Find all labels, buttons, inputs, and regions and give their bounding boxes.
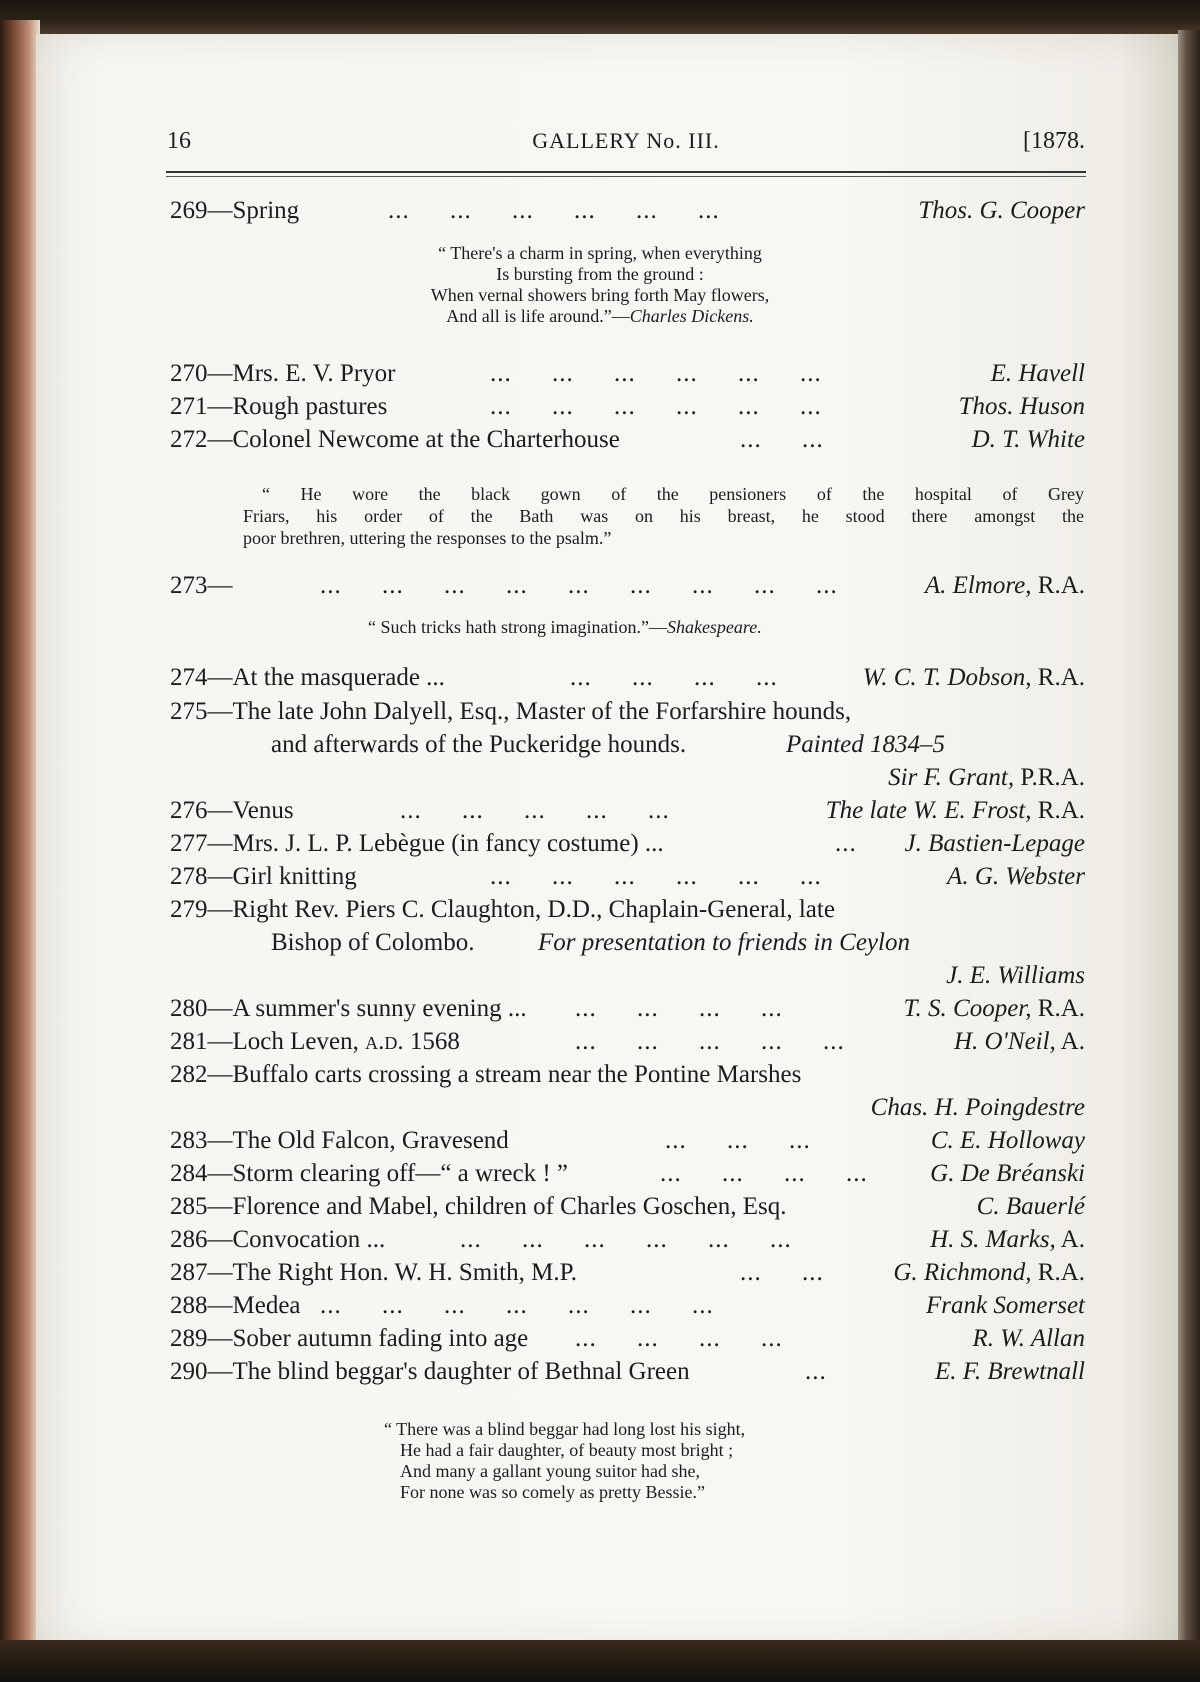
entry-artist-line bbox=[170, 962, 1085, 996]
quote-line: poor brethren, uttering the responses to the psalm.” bbox=[243, 528, 612, 548]
leader-dots: ... ... ... ... ... ... bbox=[490, 360, 822, 387]
catalogue-entry bbox=[170, 1061, 1085, 1095]
gallery-title: GALLERY No. III. bbox=[532, 128, 720, 153]
quote-line: “ Such tricks hath strong imagination.”— bbox=[368, 617, 667, 637]
quote-author: Charles Dickens. bbox=[629, 306, 754, 326]
catalogue-entry bbox=[170, 1028, 1085, 1062]
book-bottom-edge bbox=[0, 1640, 1200, 1682]
page-number: 16 bbox=[167, 128, 191, 154]
entry-title: 270—Mrs. E. V. Pryor bbox=[170, 360, 396, 387]
entry-artist bbox=[893, 1259, 1085, 1287]
entry-title: 272—Colonel Newcome at the Charterhouse bbox=[170, 426, 620, 453]
entry-artist bbox=[972, 1325, 1085, 1353]
catalogue-entry bbox=[170, 830, 1085, 864]
entry-artist-line bbox=[170, 764, 1085, 798]
artist-name: G. De Bréanski bbox=[930, 1160, 1085, 1187]
catalogue-entry bbox=[170, 360, 1085, 394]
entry-title: 274—At the masquerade ... bbox=[170, 664, 445, 691]
catalogue-entry bbox=[170, 426, 1085, 460]
entry-title: 277—Mrs. J. L. P. Lebègue (in fancy costume) ... bbox=[170, 830, 664, 857]
book-top-edge bbox=[0, 0, 1200, 34]
verse-line: “ There's a charm in spring, when everything bbox=[438, 243, 762, 263]
artist-suffix: R.A. bbox=[1031, 664, 1085, 691]
artist-name: C. E. Holloway bbox=[930, 1127, 1085, 1154]
verse-line bbox=[300, 306, 900, 327]
leader-dots: ... bbox=[835, 830, 857, 857]
artist-name: H. O'Neil, bbox=[953, 1028, 1056, 1055]
header-rule-thin bbox=[166, 176, 1086, 177]
presentation-note: For presentation to friends in Ceylon bbox=[538, 929, 910, 956]
book-spine-edge bbox=[0, 20, 40, 1650]
artist-name: J. Bastien-Lepage bbox=[904, 830, 1085, 857]
leader-dots: ... ... bbox=[740, 1259, 824, 1286]
quote-line: “ He wore the black gown of the pensioners of the hospital of Grey bbox=[262, 484, 1084, 504]
catalogue-entry bbox=[170, 197, 1085, 231]
entry-title: 285—Florence and Mabel, children of Charles Goschen, Esq. bbox=[170, 1193, 787, 1220]
entry-title: 275—The late John Dalyell, Esq., Master of the Forfarshire hounds, bbox=[170, 698, 852, 725]
artist-name: C. Bauerlé bbox=[976, 1193, 1085, 1220]
artist-name: Thos. Huson bbox=[958, 393, 1085, 420]
entry-title: 288—Medea bbox=[170, 1292, 301, 1319]
verse-line: When vernal showers bring forth May flowers, bbox=[430, 285, 770, 305]
leader-dots: ... ... ... ... ... ... ... ... ... bbox=[320, 572, 838, 599]
verse-quote bbox=[300, 243, 900, 327]
entry-artist bbox=[954, 1028, 1085, 1056]
entry-title: 273— bbox=[170, 572, 233, 599]
artist-name: Thos. G. Cooper bbox=[918, 197, 1085, 224]
artist-name: E. F. Brewtnall bbox=[935, 1358, 1085, 1385]
entry-title-line2: and afterwards of the Puckeridge hounds. bbox=[271, 731, 687, 758]
entry-artist bbox=[977, 1193, 1085, 1221]
leader-dots: ... ... ... ... bbox=[660, 1160, 868, 1187]
artist-name: D. T. White bbox=[971, 426, 1085, 453]
catalogue-entry bbox=[170, 664, 1085, 698]
catalogue-entry bbox=[170, 1259, 1085, 1293]
entry-title: 278—Girl knitting bbox=[170, 863, 357, 890]
running-header bbox=[167, 128, 1085, 164]
leader-dots: ... ... ... ... ... bbox=[400, 797, 670, 824]
leader-dots: ... ... ... ... ... ... bbox=[490, 863, 822, 890]
leader-dots: ... bbox=[805, 1358, 827, 1385]
entry-artist bbox=[930, 1226, 1085, 1254]
catalogue-entry bbox=[170, 797, 1085, 831]
verse-text: And all is life around.”— bbox=[446, 306, 630, 326]
catalogue-entry bbox=[170, 896, 1085, 930]
leader-dots: ... ... ... bbox=[665, 1127, 811, 1154]
entry-artist bbox=[871, 1094, 1085, 1122]
artist-suffix: P.R.A. bbox=[1014, 764, 1085, 791]
artist-suffix: R.A. bbox=[1031, 572, 1085, 599]
painted-note: Painted 1834–5 bbox=[786, 731, 946, 758]
entry-artist bbox=[931, 1127, 1085, 1155]
leader-dots: ... ... ... ... ... ... ... bbox=[320, 1292, 714, 1319]
entry-artist bbox=[926, 1292, 1085, 1320]
leader-dots: ... ... ... ... bbox=[575, 1325, 783, 1352]
artist-name: H. S. Marks, bbox=[930, 1226, 1056, 1253]
entry-title bbox=[170, 1028, 460, 1056]
artist-suffix: R.A. bbox=[1031, 1259, 1085, 1286]
artist-name: Chas. H. Poingdestre bbox=[870, 1094, 1085, 1121]
quote-line: Friars, his order of the Bath was on his breast, he stood there amongst the bbox=[243, 506, 1084, 526]
catalogue-entry bbox=[170, 1160, 1085, 1194]
artist-name: Frank Somerset bbox=[926, 1292, 1085, 1319]
entry-artist bbox=[959, 393, 1085, 421]
entry-title: 271—Rough pastures bbox=[170, 393, 388, 420]
leader-dots: ... ... ... ... ... ... bbox=[460, 1226, 792, 1253]
entry-note bbox=[786, 731, 945, 759]
entry-title: 280—A summer's sunny evening ... bbox=[170, 995, 527, 1022]
entry-artist bbox=[826, 797, 1085, 825]
entry-note bbox=[538, 929, 910, 957]
catalogue-entry bbox=[170, 995, 1085, 1029]
prose-quote bbox=[243, 483, 1084, 549]
entry-title: 286—Convocation ... bbox=[170, 1226, 386, 1253]
entry-title: 282—Buffalo carts crossing a stream near the Pontine Marshes bbox=[170, 1061, 802, 1088]
entry-artist bbox=[925, 572, 1085, 600]
catalogue-entry bbox=[170, 1193, 1085, 1227]
leader-dots: ... ... ... ... ... bbox=[575, 1028, 845, 1055]
entry-title: 279—Right Rev. Piers C. Claughton, D.D., Chaplain-General, late bbox=[170, 896, 835, 923]
era-abbrev: a.d. bbox=[365, 1028, 404, 1055]
catalogue-entry bbox=[170, 1127, 1085, 1161]
quote-author: Shakespeare. bbox=[666, 617, 762, 637]
catalogue-entry bbox=[170, 1292, 1085, 1326]
entry-title: 276—Venus bbox=[170, 797, 294, 824]
entry-artist bbox=[991, 360, 1085, 388]
verse-line: And many a gallant young suitor had she, bbox=[400, 1461, 700, 1481]
artist-suffix: A. bbox=[1055, 1028, 1085, 1055]
entry-artist bbox=[918, 197, 1085, 225]
leader-dots: ... ... ... ... bbox=[570, 664, 778, 691]
leader-dots: ... ... bbox=[740, 426, 824, 453]
artist-name: T. S. Cooper, bbox=[903, 995, 1032, 1022]
leader-dots: ... ... ... ... ... ... bbox=[490, 393, 822, 420]
verse-line: He had a fair daughter, of beauty most bright ; bbox=[400, 1440, 734, 1460]
header-rule bbox=[166, 171, 1086, 173]
book-fore-edge bbox=[1178, 30, 1200, 1646]
leader-dots: ... ... ... ... bbox=[575, 995, 783, 1022]
verse-quote bbox=[384, 1419, 745, 1503]
entry-artist bbox=[903, 995, 1085, 1023]
entry-title-line2: Bishop of Colombo. bbox=[271, 929, 475, 956]
entry-title-text: 281—Loch Leven, bbox=[170, 1028, 359, 1055]
verse-line: Is bursting from the ground : bbox=[496, 264, 704, 284]
catalogue-entry bbox=[170, 572, 1085, 606]
entry-title: 287—The Right Hon. W. H. Smith, M.P. bbox=[170, 1259, 577, 1286]
artist-suffix: A. bbox=[1055, 1226, 1085, 1253]
artist-suffix: R.A. bbox=[1031, 797, 1085, 824]
entry-title: 283—The Old Falcon, Gravesend bbox=[170, 1127, 509, 1154]
entry-artist bbox=[947, 863, 1085, 891]
entry-continuation bbox=[271, 731, 686, 759]
artist-name: E. Havell bbox=[990, 360, 1085, 387]
catalogue-entry bbox=[170, 1226, 1085, 1260]
entry-artist-line bbox=[170, 1094, 1085, 1128]
entry-artist bbox=[904, 830, 1085, 858]
artist-name: A. G. Webster bbox=[947, 863, 1085, 890]
artist-name: A. Elmore, bbox=[924, 572, 1032, 599]
artist-name: The late W. E. Frost, bbox=[825, 797, 1032, 824]
entry-title: 289—Sober autumn fading into age bbox=[170, 1325, 529, 1352]
artist-name: J. E. Williams bbox=[946, 962, 1085, 989]
artist-name: W. C. T. Dobson, bbox=[862, 664, 1032, 691]
year-mark: [1878. bbox=[1023, 128, 1085, 154]
catalogue-entry bbox=[170, 863, 1085, 897]
verse-line: “ There was a blind beggar had long lost his sight, bbox=[384, 1419, 746, 1439]
entry-title: 269—Spring bbox=[170, 197, 300, 224]
entry-artist bbox=[972, 426, 1085, 454]
entry-title: 290—The blind beggar's daughter of Bethnal Green bbox=[170, 1358, 690, 1385]
entry-artist bbox=[946, 962, 1085, 990]
verse-line: For none was so comely as pretty Bessie.” bbox=[400, 1482, 705, 1502]
artist-name: G. Richmond, bbox=[893, 1259, 1032, 1286]
catalogue-entry bbox=[170, 393, 1085, 427]
catalogue-entry bbox=[170, 1325, 1085, 1359]
artist-suffix: R.A. bbox=[1031, 995, 1085, 1022]
prose-quote bbox=[368, 617, 762, 638]
catalogue-entry bbox=[170, 698, 1085, 732]
entry-artist bbox=[888, 764, 1085, 792]
artist-name: R. W. Allan bbox=[972, 1325, 1085, 1352]
entry-artist bbox=[863, 664, 1085, 692]
entry-continuation bbox=[271, 929, 475, 957]
entry-artist bbox=[930, 1160, 1085, 1188]
catalogue-entry bbox=[170, 1358, 1085, 1392]
leader-dots: ... ... ... ... ... ... bbox=[388, 197, 720, 224]
entry-title: 284—Storm clearing off—“ a wreck ! ” bbox=[170, 1160, 569, 1187]
entry-year: 1568 bbox=[403, 1028, 460, 1055]
entry-artist bbox=[935, 1358, 1085, 1386]
artist-name: Sir F. Grant, bbox=[888, 764, 1015, 791]
